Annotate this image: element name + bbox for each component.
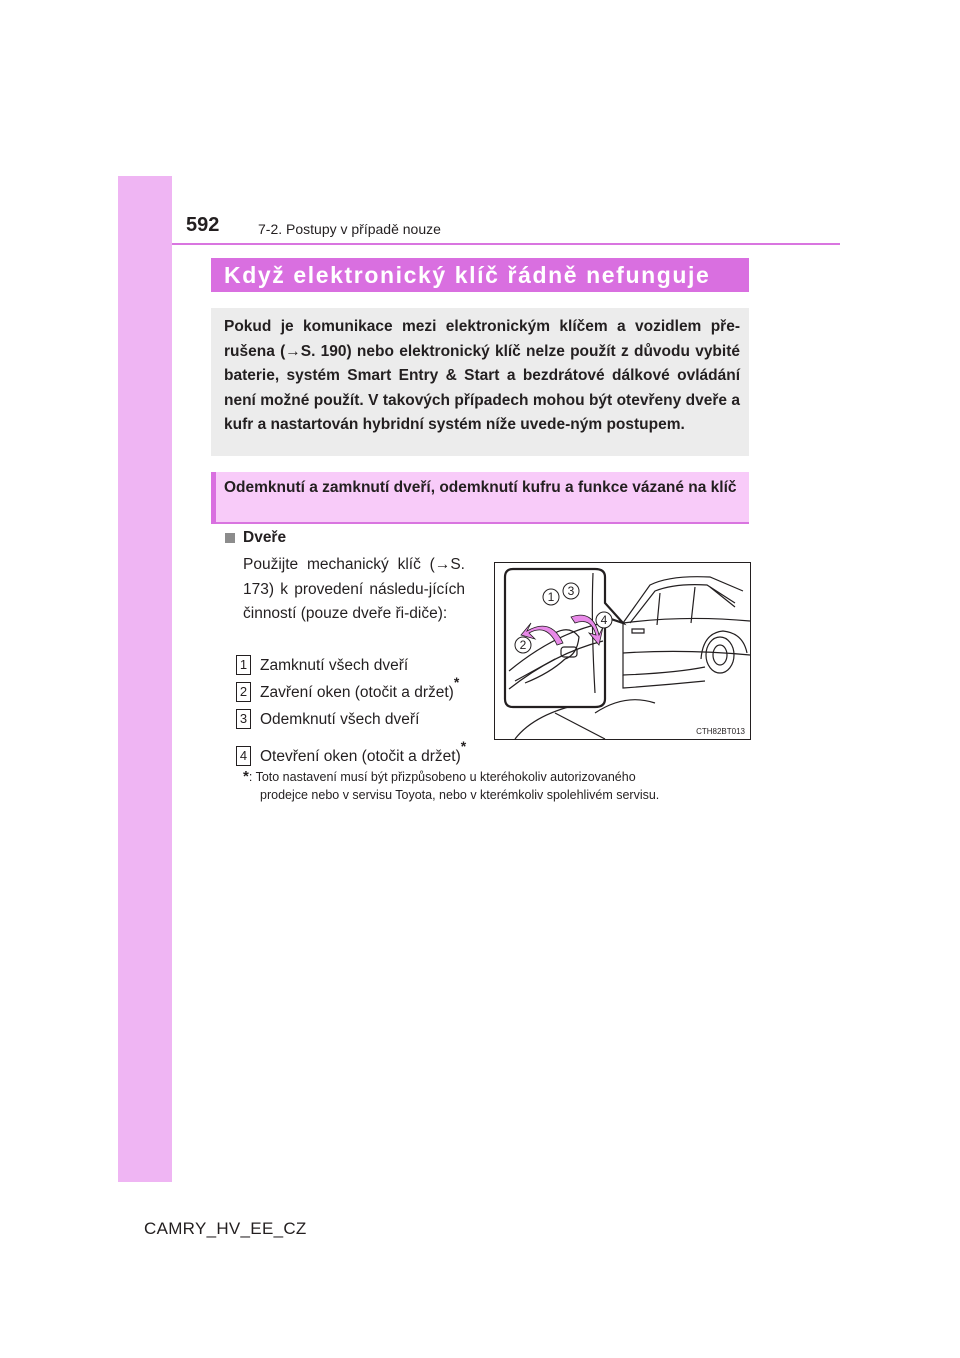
- subheading-accent: [211, 472, 216, 524]
- intro-text: Pokud je komunikace mezi elektronickým klíčem a vozidlem pře-rušena (→S. 190) nebo elektronický klíč nelze použít z důvodu vybité baterie, systém Smart Entry & Start a bezdrátové dálkové ovládání není možné použít. V takových případech mohou být otevřeny dveře a kufr a nastartován hybridní systém níže uvede-ným postupem.: [224, 318, 740, 433]
- page-number: 592: [186, 214, 220, 236]
- step-label: Zamknutí všech dveří: [260, 657, 409, 675]
- figure-code: CTH82BT013: [696, 727, 745, 736]
- footnote-marker: *: [460, 738, 467, 754]
- step-label: Zavření oken (otočit a držet): [260, 684, 454, 702]
- step-label: Otevření oken (otočit a držet): [260, 748, 461, 766]
- footnote-marker: *: [453, 674, 460, 690]
- page-title: Když elektronický klíč řádně nefunguje: [224, 262, 711, 288]
- footnote-text-continued: prodejce nebo v servisu Toyota, nebo v kterémkoliv spolehlivém servisu.: [260, 788, 660, 802]
- instruction-paragraph: Použijte mechanický klíč (→S. 173) k provedení následu-jících činností (pouze dveře ři-diče):: [243, 556, 465, 622]
- step-2: [236, 674, 460, 703]
- door-key-illustration: [494, 562, 751, 740]
- footnote-text: : Toto nastavení musí být přizpůsobeno u kteréhokoliv autorizovaného: [248, 770, 636, 784]
- header-divider: [172, 243, 840, 245]
- bullet-square-icon: [225, 533, 235, 543]
- footnote-star: *: [243, 768, 249, 785]
- step-1: [236, 651, 408, 676]
- step-4: [236, 738, 467, 767]
- document-id: CAMRY_HV_EE_CZ: [144, 1219, 307, 1238]
- callout-1: 1: [547, 590, 555, 604]
- step-number-box: 4: [236, 746, 251, 766]
- footnote: [243, 768, 749, 804]
- callout-2: 2: [519, 638, 527, 652]
- step-number-box: 2: [236, 682, 251, 702]
- step-3: [236, 705, 419, 730]
- callout-4: 4: [600, 613, 608, 627]
- callout-3: 3: [567, 584, 575, 598]
- step-number-box: 1: [236, 655, 251, 675]
- section-title: 7-2. Postupy v případě nouze: [258, 221, 441, 237]
- car-door-diagram: [495, 563, 750, 739]
- step-label: Odemknutí všech dveří: [260, 711, 420, 729]
- side-color-band: [118, 176, 172, 1182]
- step-number-box: 3: [236, 709, 251, 729]
- bullet-title: Dveře: [243, 529, 287, 546]
- subheading: Odemknutí a zamknutí dveří, odemknutí kufru a funkce vázané na klíč: [224, 479, 737, 496]
